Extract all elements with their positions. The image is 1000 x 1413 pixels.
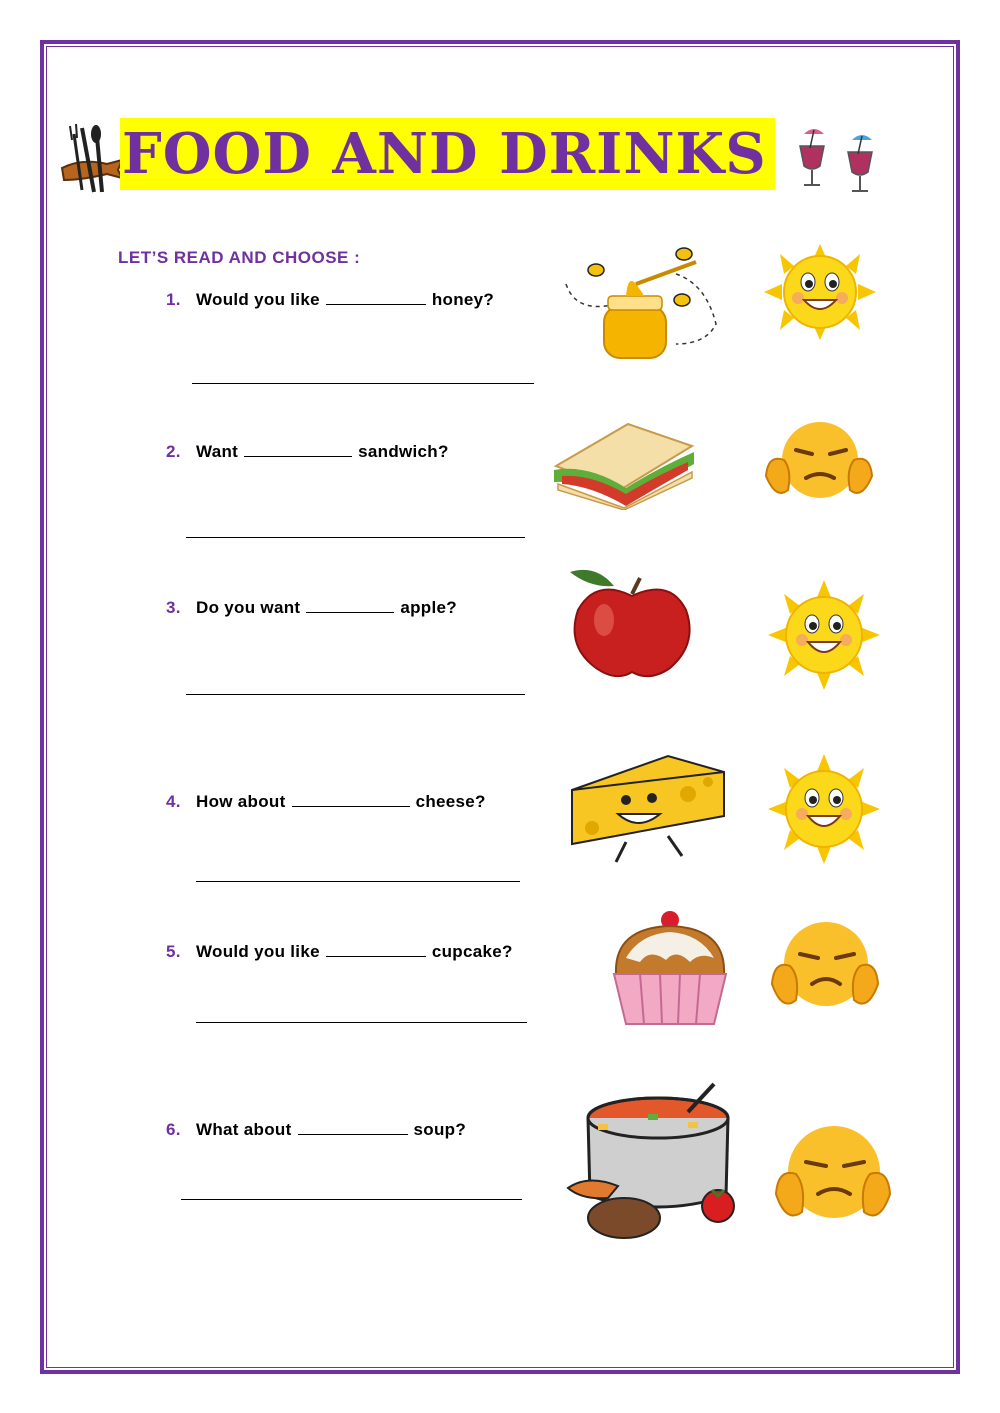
question-text-after: cheese?: [415, 792, 486, 811]
grumpy-emoji-icon: [764, 420, 874, 504]
cheese-icon: [568, 752, 728, 868]
sandwich-icon: [548, 418, 698, 510]
question-text-before: Would you like: [196, 942, 320, 961]
fill-blank[interactable]: [326, 955, 426, 957]
question-text-before: What about: [196, 1120, 292, 1139]
question-number: 6.: [166, 1120, 181, 1139]
question-5: [166, 942, 513, 962]
happy-sun-icon: [764, 244, 876, 340]
question-text-after: soup?: [413, 1120, 467, 1139]
question-text-after: sandwich?: [358, 442, 449, 461]
question-number: 3.: [166, 598, 181, 617]
answer-line-4[interactable]: [196, 881, 520, 882]
question-number: 1.: [166, 290, 181, 309]
fill-blank[interactable]: [244, 455, 352, 457]
instruction-text: LET’S READ AND CHOOSE :: [118, 248, 361, 267]
happy-sun-icon: [768, 580, 880, 690]
answer-line-3[interactable]: [186, 694, 525, 695]
question-text-before: Would you like: [196, 290, 320, 309]
question-text-after: apple?: [400, 598, 457, 617]
question-text-before: Want: [196, 442, 239, 461]
question-2: [166, 442, 449, 462]
question-6: [166, 1120, 466, 1140]
honey-jar-icon: [556, 244, 726, 364]
apple-icon: [566, 564, 698, 682]
cocktail-icon: [790, 122, 890, 192]
grumpy-emoji-icon: [770, 920, 880, 1016]
cupcake-icon: [610, 908, 730, 1028]
answer-line-1[interactable]: [192, 383, 534, 384]
fill-blank[interactable]: [306, 611, 394, 613]
question-text-after: cupcake?: [431, 942, 513, 961]
question-1: [166, 290, 494, 310]
question-number: 4.: [166, 792, 181, 811]
answer-line-6[interactable]: [181, 1199, 522, 1200]
question-text-before: How about: [196, 792, 286, 811]
soup-pot-icon: [558, 1078, 758, 1250]
question-text-before: Do you want: [196, 598, 301, 617]
answer-line-5[interactable]: [196, 1022, 527, 1023]
question-3: [166, 598, 457, 618]
question-number: 5.: [166, 942, 181, 961]
fill-blank[interactable]: [326, 303, 426, 305]
question-number: 2.: [166, 442, 181, 461]
grumpy-emoji-icon: [774, 1124, 892, 1228]
answer-line-2[interactable]: [186, 537, 525, 538]
fill-blank[interactable]: [298, 1133, 408, 1135]
question-4: [166, 792, 486, 812]
fill-blank[interactable]: [292, 805, 410, 807]
page-title: FOOD AND DRINKS: [122, 121, 767, 187]
happy-sun-icon: [768, 754, 880, 864]
question-text-after: honey?: [431, 290, 495, 309]
